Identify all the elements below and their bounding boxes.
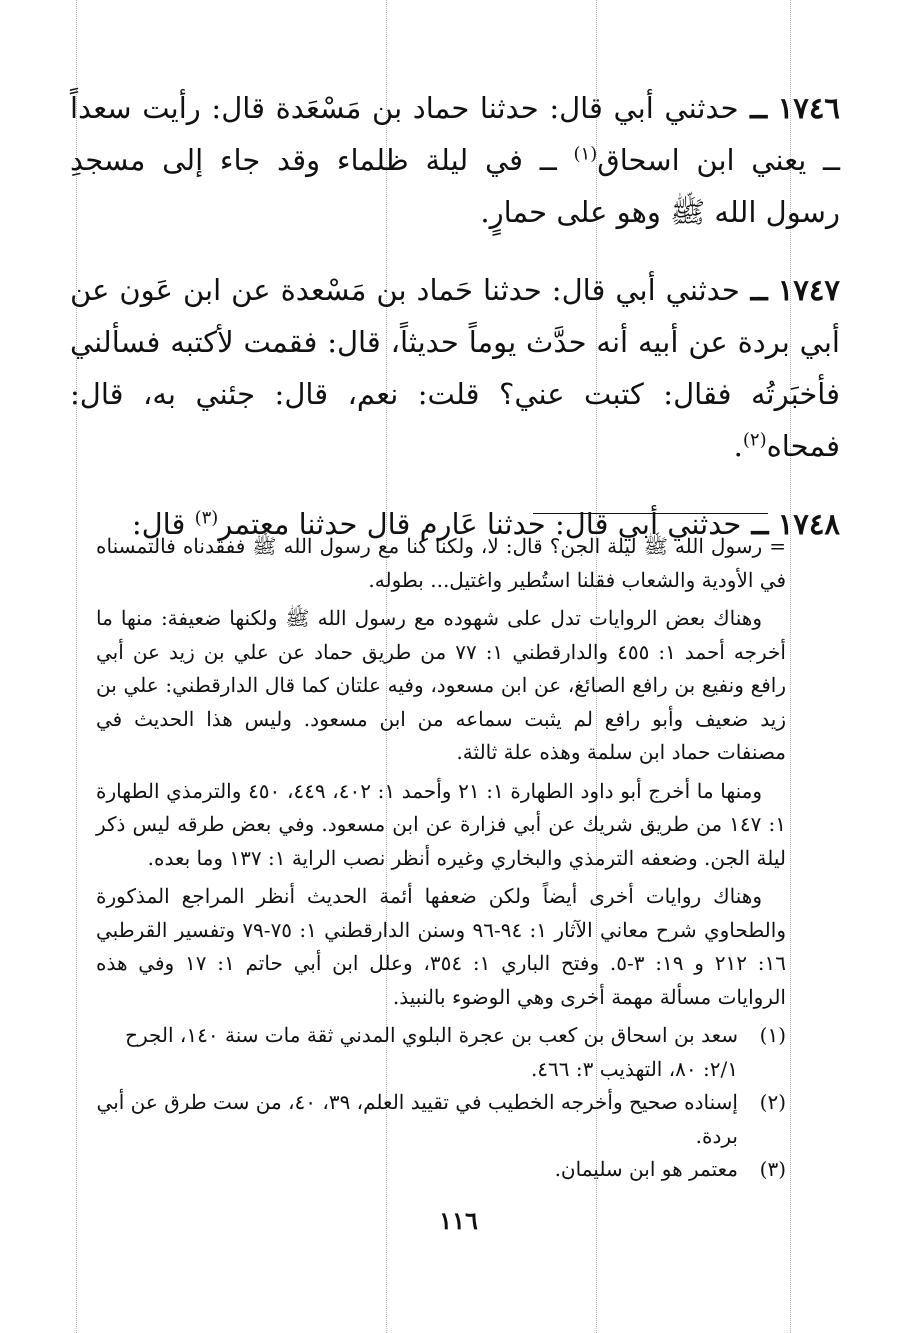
footnote-ref: (٢)	[742, 429, 767, 451]
hadith-number: ١٧٤٨	[777, 507, 840, 541]
footnote-2	[96, 1086, 786, 1153]
hadith-text: حدثني أبي قال: حدثنا عَارم قال حدثنا معتمر	[218, 507, 742, 541]
hadith-number: ١٧٤٦	[777, 91, 841, 125]
footnote-ref: (١)	[573, 143, 598, 165]
note-paragraph: = رسول الله ﷺ ليلة الجن؟ قال: لا، ولكنا كنا مع رسول الله ﷺ ففقدناه فالتمسناه في الأودية والشعاب فقلنا استُطير واغتيل... بطوله.	[96, 534, 786, 592]
footnote-text: إسناده صحيح وأخرجه الخطيب في تقييد العلم، ٣٩، ٤٠، من ست طرق عن أبي بردة.	[96, 1090, 738, 1148]
footnote-marker: (٢)	[759, 1090, 786, 1114]
footnote-ref: (٣)	[194, 507, 219, 529]
footnote-text: معتمر هو ابن سليمان.	[554, 1157, 738, 1181]
footnote-3	[96, 1153, 786, 1187]
page-number: ١١٦	[439, 1206, 478, 1235]
main-text	[70, 82, 840, 576]
hadith-number: ١٧٤٧	[777, 273, 841, 307]
hadith-text: حدثني أبي قال: حدثنا حَماد بن مَسْعدة عن ابن عَون عن أبي بردة عن أبيه أنه حدَّث يوماً حديثاً، قال: فقمت لأكتبه فسألني فأخبَرتُه فقال: كتبت عني؟ قلت: نعم، قال: جئني به، قال: فمحاه	[70, 273, 840, 463]
hadith-1746: ١٧٤٦ ــ حدثني أبي قال: حدثنا حماد بن مَسْعَدة قال: رأيت سعداً ــ يعني ابن اسحاق$^{(١)}$ ــ في ليلة ظلماء وقد جاء إلى مسجدِ رسول الله ﷺ وهو على حمارٍ.	[70, 91, 841, 229]
hadith-1747: ١٧٤٧ ــ حدثني أبي قال: حدثنا حَماد بن مَسْعدة عن ابن عَون عن أبي بردة عن أبيه أنه حدَّث يوماً حديثاً، قال: فقمت لأكتبه فسألني فأخبَرتُه فقال: كتبت عني؟ قلت: نعم، قال: جئني به، قال: فمحاه$^{(٢)}$.	[70, 273, 841, 463]
note-paragraph: وهناك بعض الروايات تدل على شهوده مع رسول الله ﷺ ولكنها ضعيفة: منها ما أخرجه أحمد ١: ٤٥٥ والدارقطني ١: ٧٧ من طريق حماد عن علي بن زيد عن أبي رافع ونفيع بن رافع الصائغ، عن ابن مسعود، وفيه علتان كما قال الدارقطني: علي بن زيد ضعيف وأبو رافع لم يثبت سماعه من ابن مسعود. وليس هذا الحديث في مصنفات حماد ابن سلمة وهذه علة ثالثة.	[96, 606, 786, 764]
hadith-text-continued: ــ في ليلة ظلماء وقد جاء إلى مسجدِ رسول الله ﷺ وهو على حمارٍ.	[70, 143, 840, 229]
footnote-1	[96, 1019, 786, 1086]
footnotes-section	[96, 530, 786, 1187]
footnote-text: سعد بن اسحاق بن كعب بن عجرة البلوي المدني ثقة مات سنة ١٤٠، الجرح ٢/١: ٨٠، التهذيب ٣: ٤٦٦.	[125, 1023, 738, 1081]
footnote-divider	[533, 513, 768, 514]
note-paragraph: ومنها ما أخرج أبو داود الطهارة ١: ٢١ وأحمد ١: ٤٠٢، ٤٤٩، ٤٥٠ والترمذي الطهارة ١: ١٤٧ من طريق شريك عن أبي فزارة عن ابن مسعود. وفي بعض طرقه ليس ذكر ليلة الجن. وضعفه الترمذي والبخاري وغيره أنظر نصب الراية ١: ١٣٧ وما بعده.	[96, 778, 786, 870]
hadith-text: حدثني أبي قال: حدثنا حماد بن مَسْعَدة قال: رأيت سعداً ــ يعني ابن اسحاق	[70, 91, 841, 177]
footnote-marker: (١)	[759, 1023, 786, 1047]
hadith-text-continued: قال:	[131, 507, 186, 541]
hadith-text-continued: .	[733, 429, 743, 463]
footnote-marker: (٣)	[759, 1157, 786, 1181]
hadith-1748: ١٧٤٨ ــ حدثني أبي قال: حدثنا عَارم قال حدثنا معتمر$^{(٣)}$ قال:	[131, 507, 840, 541]
note-paragraph: وهناك روايات أخرى أيضاً ولكن ضعفها أئمة الحديث أنظر المراجع المذكورة والطحاوي شرح معاني الآثار ١: ٩٤-٩٦ وسنن الدارقطني ١: ٧٥-٧٩ وتفسير القرطبي ١٦: ٢١٢ و ١٩: ٣-٥. وفتح الباري ١: ٣٥٤، وعلل ابن أبي حاتم ١: ١٧ وفي هذه الروايات مسألة مهمة أخرى وهي الوضوء بالنبيذ.	[96, 884, 786, 1009]
